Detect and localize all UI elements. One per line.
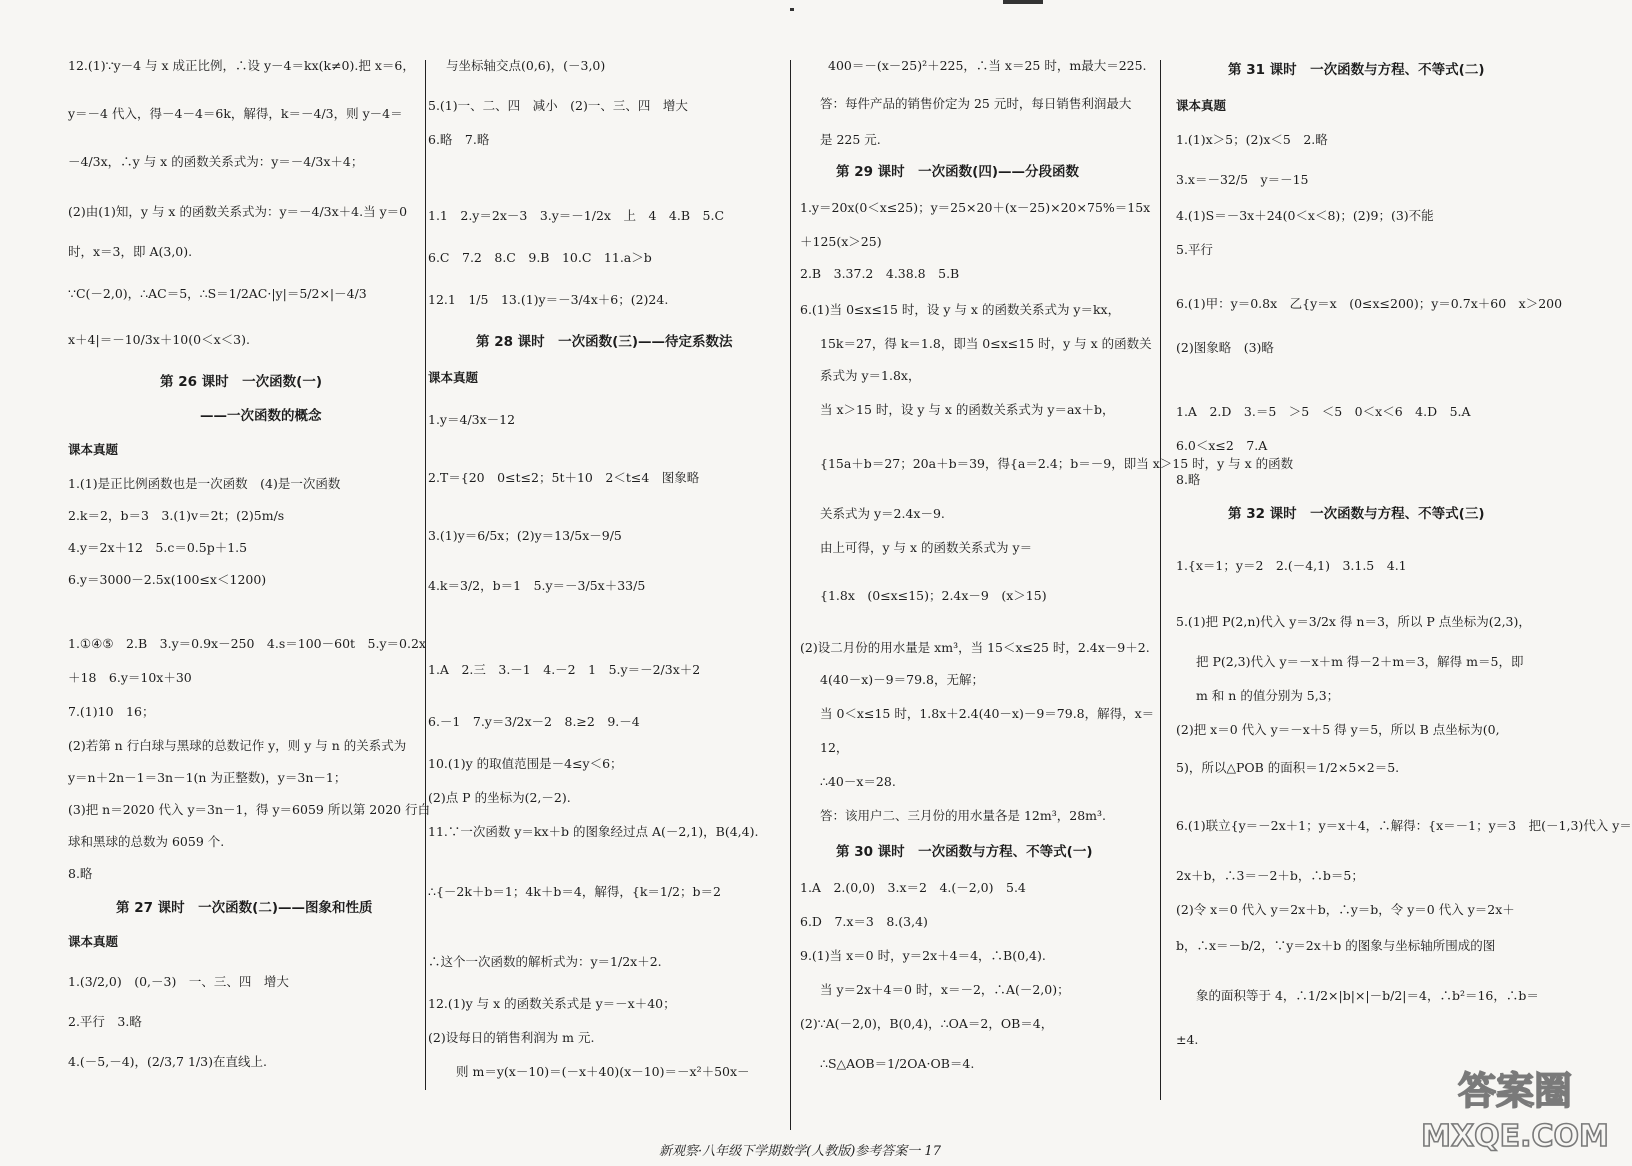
answer-line: ∴{－2k＋b＝1；4k＋b＝4，解得，{k＝1/2；b＝2 (428, 884, 721, 899)
answer-line: 12.(1)∵y－4 与 x 成正比例，∴设 y－4＝kx(k≠0).把 x＝6， (68, 58, 415, 73)
column-divider-2 (790, 60, 791, 1130)
answer-line: 5.(1)把 P(2,n)代入 y＝3/2x 得 n＝3，所以 P 点坐标为(2,3)， (1176, 614, 1531, 629)
answer-line: (2)设每日的销售利润为 m 元. (428, 1030, 595, 1045)
answer-line: －4/3x，∴y 与 x 的函数关系式为：y＝－4/3x＋4； (68, 154, 364, 169)
lesson-heading: 第 32 课时 一次函数与方程、不等式(三) (1228, 506, 1485, 522)
column-divider-1 (425, 60, 426, 1090)
answer-line: 则 m＝y(x－10)＝(－x＋40)(x－10)＝－x²＋50x－ (456, 1064, 750, 1079)
answer-line: 8.略 (1176, 472, 1201, 487)
page-footer: 新观察·八年级下学期数学(人教版)参考答案一 17 (659, 1144, 941, 1159)
answer-line: 6.(1)甲：y＝0.8x 乙{y＝x (0≤x≤200)；y＝0.7x＋60 x＞200 (1176, 296, 1563, 311)
answer-line: 6.D 7.x＝3 8.(3,4) (800, 914, 928, 929)
watermark-logo (1421, 1058, 1609, 1158)
answer-line: 2.k＝2，b＝3 3.(1)v＝2t；(2)5m/s (68, 508, 285, 523)
answer-line: 6.C 7.2 8.C 9.B 10.C 11.a＞b (428, 250, 652, 265)
lesson-heading: 第 27 课时 一次函数(二)——图象和性质 (116, 900, 373, 916)
answer-line: 是 225 元. (820, 132, 881, 147)
answer-line: m 和 n 的值分别为 5,3； (1196, 688, 1340, 703)
answer-line: 把 P(2,3)代入 y＝－x＋m 得－2＋m＝3，解得 m＝5，即 (1196, 654, 1524, 669)
answer-line: ±4. (1176, 1032, 1199, 1047)
answer-line: 6.(1)当 0≤x≤15 时，设 y 与 x 的函数关系式为 y＝kx， (800, 302, 1121, 317)
answer-line: 2x＋b，∴3＝－2＋b，∴b＝5； (1176, 868, 1364, 883)
answer-line: x＋4|＝－10/3x＋10(0＜x＜3). (68, 332, 250, 347)
answer-line: 与坐标轴交点(0,6)，(－3,0) (446, 58, 606, 73)
answer-line: 当 0＜x≤15 时，1.8x＋2.4(40－x)－9＝79.8，解得，x＝ (820, 706, 1155, 721)
answer-line: 2.B 3.37.2 4.38.8 5.B (800, 266, 960, 281)
answer-line: 4.k＝3/2，b＝1 5.y＝－3/5x＋33/5 (428, 578, 646, 593)
section-label: 课本真题 (68, 934, 119, 949)
answer-line: 1.(3/2,0) (0,－3) 一、三、四 增大 (68, 974, 289, 989)
answer-line: 11.∵一次函数 y＝kx＋b 的图象经过点 A(－2,1)，B(4,4). (428, 824, 759, 839)
answer-line: 1.{x＝1；y＝2 2.(－4,1) 3.1.5 4.1 (1176, 558, 1407, 573)
answer-line: ∴这个一次函数的解析式为：y＝1/2x＋2. (428, 954, 662, 969)
answer-line: 1.A 2.(0,0) 3.x＝2 4.(－2,0) 5.4 (800, 880, 1026, 895)
section-label: 课本真题 (428, 370, 479, 385)
lesson-heading: ——一次函数的概念 (200, 408, 322, 424)
answer-line: 答：该用户二、三月份的用水量各是 12m³，28m³. (820, 808, 1106, 823)
answer-line: 5)，所以△POB 的面积＝1/2×5×2＝5. (1176, 760, 1400, 775)
answer-line: 10.(1)y 的取值范围是－4≤y＜6； (428, 756, 623, 771)
answer-line: 7.(1)10 16； (68, 704, 155, 719)
answer-line: b，∴x＝－b/2，∵y＝2x＋b 的图象与坐标轴所围成的图 (1176, 938, 1496, 953)
answer-line: 6.y＝3000－2.5x(100≤x＜1200) (68, 572, 267, 587)
answer-line: ＋18 6.y＝10x＋30 (68, 670, 192, 685)
answer-line: 9.(1)当 x＝0 时，y＝2x＋4＝4，∴B(0,4). (800, 948, 1046, 963)
answer-line: ∴40－x＝28. (820, 774, 896, 789)
answer-line: (2)令 x＝0 代入 y＝2x＋b，∴y＝b，令 y＝0 代入 y＝2x＋ (1176, 902, 1515, 917)
answer-line: 4.y＝2x＋12 5.c＝0.5p＋1.5 (68, 540, 248, 555)
answer-line: 4(40－x)－9＝79.8，无解； (820, 672, 984, 687)
answer-line: ∵C(－2,0)，∴AC＝5，∴S＝1/2AC·|y|＝5/2×|－4/3 (68, 286, 367, 301)
answer-line: (2)把 x＝0 代入 y＝－x＋5 得 y＝5，所以 B 点坐标为(0, (1176, 722, 1500, 737)
answer-line: 当 x＞15 时，设 y 与 x 的函数关系式为 y＝ax＋b， (820, 402, 1115, 417)
lesson-heading: 第 31 课时 一次函数与方程、不等式(二) (1228, 62, 1485, 78)
answer-line: y＝－4 代入，得－4－4＝6k，解得，k＝－4/3，则 y－4＝ (68, 106, 403, 121)
column-divider-3 (1160, 60, 1161, 1100)
answer-line: y＝n＋2n－1＝3n－1(n 为正整数)，y＝3n－1； (68, 770, 347, 785)
answer-line: 6.(1)联立{y＝－2x＋1；y＝x＋4，∴解得：{x＝－1；y＝3 把(－1,3)代入 y＝ (1176, 818, 1632, 833)
answer-line: (2)图象略 (3)略 (1176, 340, 1274, 355)
answer-line: 1.(1)是正比例函数也是一次函数 (4)是一次函数 (68, 476, 341, 491)
answer-line: {15a＋b＝27；20a＋b＝39，得{a＝2.4；b＝－9，即当 x＞15 时，y 与 x 的函数 (820, 456, 1294, 471)
lesson-heading: 第 26 课时 一次函数(一) (160, 374, 323, 390)
answer-line: 2.平行 3.略 (68, 1014, 142, 1029)
answer-line: 1.A 2.D 3.＝5 ＞5 ＜5 0＜x＜6 4.D 5.A (1176, 404, 1471, 419)
answer-line: 系式为 y＝1.8x， (820, 368, 921, 383)
top-dot (790, 8, 794, 11)
lesson-heading: 第 28 课时 一次函数(三)——待定系数法 (476, 334, 733, 350)
answer-line: 12， (820, 740, 849, 755)
answer-line: 5.平行 (1176, 242, 1213, 257)
answer-line: 球和黑球的总数为 6059 个. (68, 834, 225, 849)
answer-line: 答：每件产品的销售价定为 25 元时，每日销售利润最大 (820, 96, 1132, 111)
answer-line: (2)若第 n 行白球与黑球的总数记作 y，则 y 与 n 的关系式为 (68, 738, 407, 753)
answer-line: ∴S△AOB＝1/2OA·OB＝4. (820, 1056, 975, 1071)
answer-line: 4.(－5,－4)，(2/3,7 1/3)在直线上. (68, 1054, 267, 1069)
answer-line: 时，x＝3，即 A(3,0). (68, 244, 193, 259)
answer-line: 象的面积等于 4，∴1/2×|b|×|－b/2|＝4，∴b²＝16，∴b＝ (1196, 988, 1539, 1003)
answer-line: 6.略 7.略 (428, 132, 490, 147)
top-mark (1003, 0, 1043, 4)
watermark-title: 答案圈 (1457, 1069, 1573, 1113)
answer-line: 1.①④⑤ 2.B 3.y＝0.9x－250 4.s＝100－60t 5.y＝0.2x (68, 636, 426, 651)
answer-line: 4.(1)S＝－3x＋24(0＜x＜8)；(2)9；(3)不能 (1176, 208, 1434, 223)
section-label: 课本真题 (1176, 98, 1227, 113)
answer-line: 由上可得，y 与 x 的函数关系式为 y＝ (820, 540, 1033, 555)
answer-line: 3.(1)y＝6/5x；(2)y＝13/5x－9/5 (428, 528, 622, 543)
answer-line: 关系式为 y＝2.4x－9. (820, 506, 945, 521)
answer-line: {1.8x (0≤x≤15)；2.4x－9 (x＞15) (820, 588, 1047, 603)
answer-line: 当 y＝2x＋4＝0 时，x＝－2，∴A(－2,0)； (820, 982, 1070, 997)
lesson-heading: 第 30 课时 一次函数与方程、不等式(一) (836, 844, 1093, 860)
answer-line: 1.A 2.三 3.－1 4.－2 1 5.y＝－2/3x＋2 (428, 662, 701, 677)
answer-line: 400＝－(x－25)²＋225，∴当 x＝25 时，m最大＝225. (828, 58, 1147, 73)
answer-line: 5.(1)一、二、四 减小 (2)一、三、四 增大 (428, 98, 688, 113)
section-label: 课本真题 (68, 442, 119, 457)
answer-line: (2)点 P 的坐标为(2,－2). (428, 790, 571, 805)
answer-line: (2)设二月份的用水量是 xm³，当 15＜x≤25 时，2.4x－9＋2. (800, 640, 1150, 655)
answer-line: 1.y＝20x(0＜x≤25)；y＝25×20＋(x－25)×20×75%＝15x (800, 200, 1151, 215)
lesson-heading: 第 29 课时 一次函数(四)——分段函数 (836, 164, 1080, 180)
watermark-url: MXQE.COM (1421, 1119, 1609, 1154)
answer-line: 1.(1)x＞5；(2)x＜5 2.略 (1176, 132, 1328, 147)
answer-line: 8.略 (68, 866, 93, 881)
answer-line: 1.y＝4/3x－12 (428, 412, 516, 427)
answer-line: 6.0＜x≤2 7.A (1176, 438, 1268, 453)
answer-line: 2.T＝{20 0≤t≤2；5t＋10 2＜t≤4 图象略 (428, 470, 700, 485)
answer-line: ＋125(x＞25) (800, 234, 882, 249)
answer-line: 6.－1 7.y＝3/2x－2 8.≥2 9.－4 (428, 714, 640, 729)
answer-line: 12.(1)y 与 x 的函数关系式是 y＝－x＋40； (428, 996, 676, 1011)
answer-line: (3)把 n＝2020 代入 y＝3n－1，得 y＝6059 所以第 2020 行白 (68, 802, 431, 817)
answer-line: 15k＝27，得 k＝1.8，即当 0≤x≤15 时，y 与 x 的函数关 (820, 336, 1152, 351)
answer-line: (2)∵A(－2,0)，B(0,4)，∴OA＝2，OB＝4， (800, 1016, 1054, 1031)
answer-line: 12.1 1/5 13.(1)y＝－3/4x＋6；(2)24. (428, 292, 669, 307)
answer-line: (2)由(1)知，y 与 x 的函数关系式为：y＝－4/3x＋4.当 y＝0 (68, 204, 408, 219)
answer-line: 3.x＝－32/5 y＝－15 (1176, 172, 1309, 187)
answer-line: 1.1 2.y＝2x－3 3.y＝－1/2x 上 4 4.B 5.C (428, 208, 725, 223)
